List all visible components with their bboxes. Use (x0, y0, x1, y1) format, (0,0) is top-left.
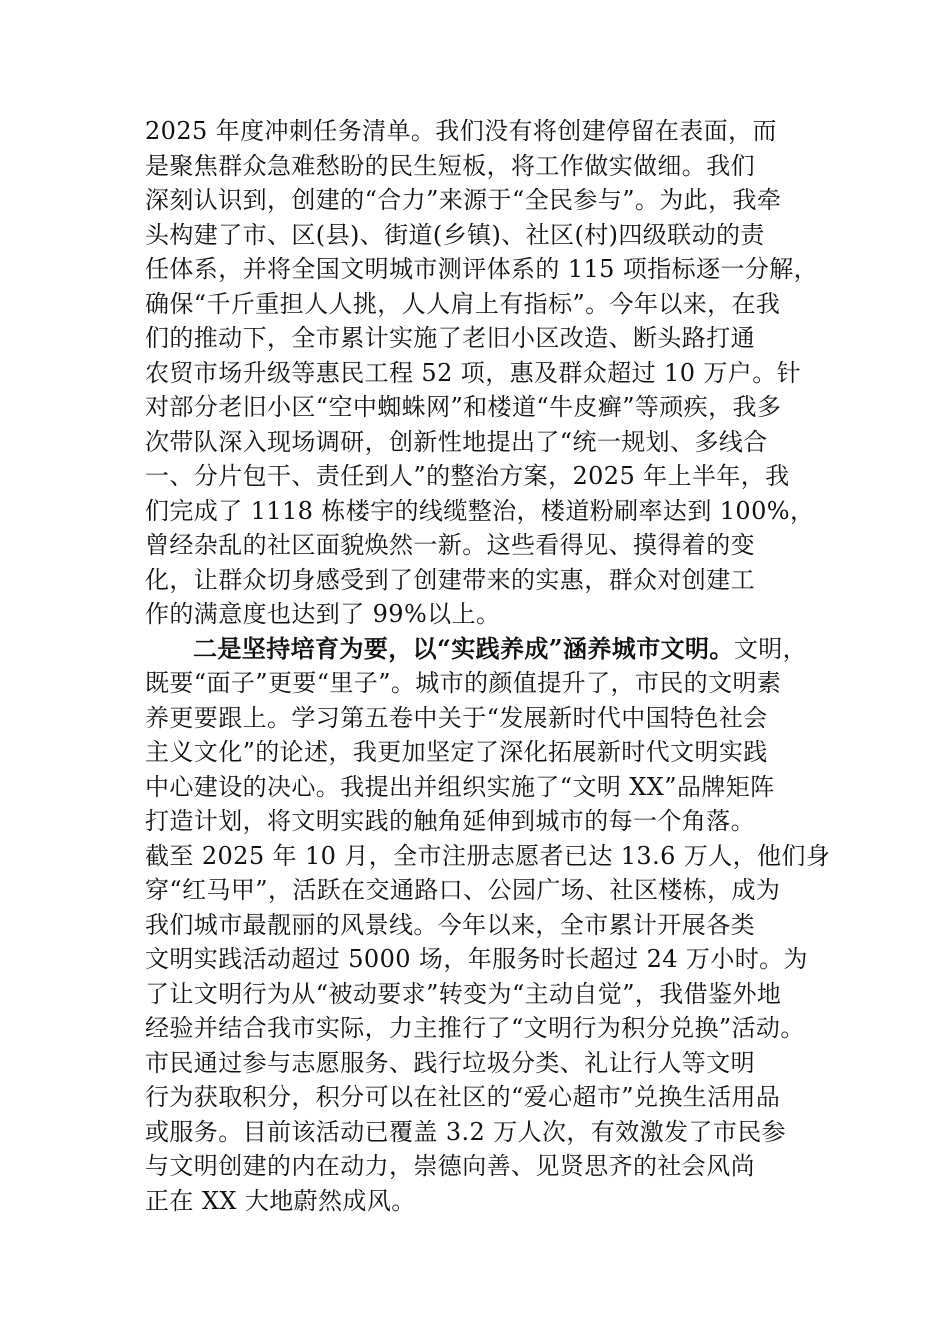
text-line: 头构建了市、区(县)、街道(乡镇)、社区(村)四级联动的责 (145, 220, 765, 249)
document-page (145, 114, 833, 1218)
text-line: 2025 年度冲刺任务清单。我们没有将创建停留在表面，而 (145, 117, 777, 145)
text-line: 行为获取积分，积分可以在社区的“爱心超市”兑换生活用品 (145, 1083, 781, 1111)
text-line: 经验并结合我市实际，力主推行了“文明行为积分兑换”活动。 (145, 1014, 805, 1042)
text-line: 正在 XX 大地蔚然成风。 (145, 1186, 416, 1215)
text-line: 市民通过参与志愿服务、践行垃圾分类、礼让行人等文明 (145, 1048, 755, 1077)
text-line: 化，让群众切身感受到了创建带来的实惠，群众对创建工 (145, 565, 755, 594)
paragraph-1 (145, 114, 833, 632)
text-line: 次带队深入现场调研，创新性地提出了“统一规划、多线合 (145, 427, 768, 456)
text-line: 中心建设的决心。我提出并组织实施了“文明 XX”品牌矩阵 (145, 772, 775, 801)
text-line: 穿“红马甲”，活跃在交通路口、公园广场、社区楼栋，成为 (145, 876, 781, 904)
text-line: 对部分老旧小区“空中蜘蛛网”和楼道“牛皮癣”等顽疾，我多 (145, 393, 782, 421)
text-line: 与文明创建的内在动力，崇德向善、见贤思齐的社会风尚 (145, 1152, 755, 1180)
text-line: 确保“千斤重担人人挑，人人肩上有指标”。今年以来，在我 (145, 289, 781, 318)
text-line: 养更要跟上。学习第五卷中关于“发展新时代中国特色社会 (145, 703, 768, 732)
text-line: 曾经杂乱的社区面貌焕然一新。这些看得见、摸得着的变 (145, 531, 755, 559)
text-run: 文明， (733, 634, 808, 663)
text-line: 们完成了 1118 栋楼宇的线缆整治，楼道粉刷率达到 100%， (145, 496, 815, 525)
text-line: 打造计划，将文明实践的触角延伸到城市的每一个角落。 (145, 807, 755, 835)
paragraph-2-first-line (145, 632, 833, 667)
section-heading: 二是坚持培育为要，以“实践养成”涵养城市文明。 (193, 633, 734, 663)
text-line: 或服务。目前该活动已覆盖 3.2 万人次，有效激发了市民参 (145, 1117, 787, 1146)
text-line: 我们城市最靓丽的风景线。今年以来，全市累计开展各类 (145, 910, 755, 939)
text-line: 们的推动下，全市累计实施了老旧小区改造、断头路打通 (145, 324, 755, 352)
text-line: 任体系，并将全国文明城市测评体系的 115 项指标逐一分解， (145, 255, 819, 283)
text-line: 深刻认识到，创建的“合力”来源于“全民参与”。为此，我牵 (145, 186, 782, 214)
text-line: 作的满意度也达到了 99%以上。 (145, 600, 501, 628)
text-line: 了让文明行为从“被动要求”转变为“主动自觉”，我借鉴外地 (145, 979, 782, 1008)
text-line: 截至 2025 年 10 月，全市注册志愿者已达 13.6 万人，他们身 (145, 841, 831, 870)
paragraph-2 (145, 632, 833, 1219)
text-line: 主义文化”的论述，我更加坚定了深化拓展新时代文明实践 (145, 738, 768, 766)
text-line: 农贸市场升级等惠民工程 52 项，惠及群众超过 10 万户。针 (145, 358, 801, 387)
text-line: 既要“面子”更要“里子”。城市的颜值提升了，市民的文明素 (145, 669, 782, 697)
text-line: 文明实践活动超过 5000 场，年服务时长超过 24 万小时。为 (145, 945, 808, 973)
text-line: 是聚焦群众急难愁盼的民生短板，将工作做实做细。我们 (145, 151, 755, 180)
text-line: 一、分片包干、责任到人”的整治方案，2025 年上半年，我 (145, 462, 790, 490)
